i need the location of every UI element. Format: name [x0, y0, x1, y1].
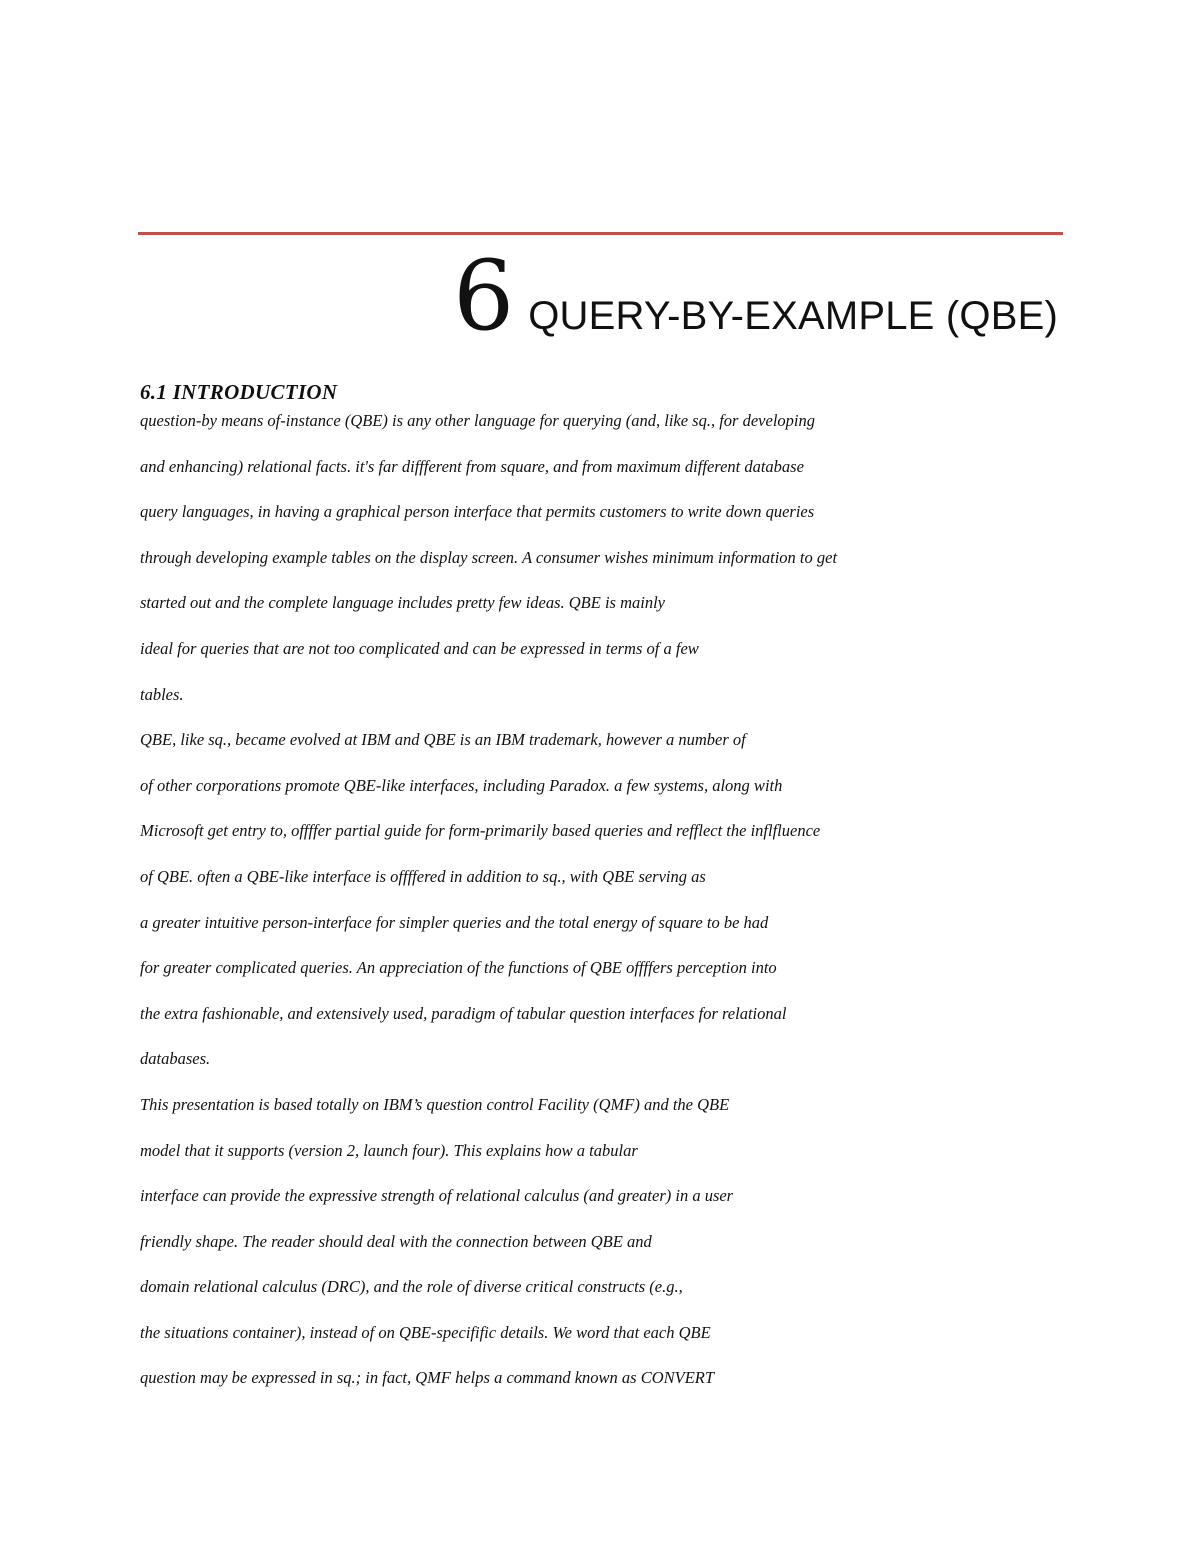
body-line: interface can provide the expressive strength of relational calculus (and greater) in a user: [140, 1186, 734, 1206]
body-line: question-by means of-instance (QBE) is any other language for querying (and, like sq., for developing: [140, 411, 815, 430]
chapter-rule: [138, 232, 1063, 235]
body-line: started out and the complete language includes pretty few ideas. QBE is mainly: [140, 593, 666, 613]
body-line: model that it supports (version 2, launch four). This explains how a tabular: [140, 1140, 638, 1160]
body-line: ideal for queries that are not too complicated and can be expressed in terms of a few: [140, 638, 699, 658]
body-line: of QBE. often a QBE-like interface is offffered in addition to sq., with QBE serving as: [140, 866, 706, 886]
body-line: for greater complicated queries. An appreciation of the functions of QBE offffers perception into: [140, 958, 777, 978]
body-line: a greater intuitive person-interface for simpler queries and the total energy of square to be had: [140, 912, 769, 932]
section-heading: 6.1 INTRODUCTION: [140, 380, 338, 404]
body-line: query languages, in having a graphical person interface that permits customers to write down queries: [140, 502, 815, 522]
body-line: of other corporations promote QBE-like interfaces, including Paradox. a few systems, along with: [140, 775, 783, 795]
body-line: the extra fashionable, and extensively used, paradigm of tabular question interfaces for relational: [140, 1003, 787, 1023]
body-text: [140, 407, 837, 1410]
chapter-heading: [453, 240, 1058, 352]
body-line: QBE, like sq., became evolved at IBM and QBE is an IBM trademark, however a number of: [140, 730, 746, 750]
body-line: friendly shape. The reader should deal with the connection between QBE and: [140, 1231, 652, 1251]
body-line: question may be expressed in sq.; in fact, QMF helps a command known as CONVERT: [140, 1368, 715, 1388]
body-line: This presentation is based totally on IBM’s question control Facility (QMF) and the QBE: [140, 1094, 730, 1114]
body-line: through developing example tables on the display screen. A consumer wishes minimum information to get: [140, 547, 838, 567]
body-line: databases.: [140, 1049, 211, 1069]
body-line: tables.: [140, 684, 184, 704]
body-line: the situations container), instead of on QBE-specifific details. We word that each QBE: [140, 1322, 711, 1342]
body-line: Microsoft get entry to, offffer partial guide for form-primarily based queries and refflect the inflfluence: [140, 821, 821, 841]
body-line: domain relational calculus (DRC), and the role of diverse critical constructs (e.g.,: [140, 1277, 683, 1297]
body-line: and enhancing) relational facts. it's far diffferent from square, and from maximum different database: [140, 456, 804, 476]
chapter-number: 6: [453, 240, 515, 352]
chapter-title: QUERY-BY-EXAMPLE (QBE): [528, 294, 1058, 338]
